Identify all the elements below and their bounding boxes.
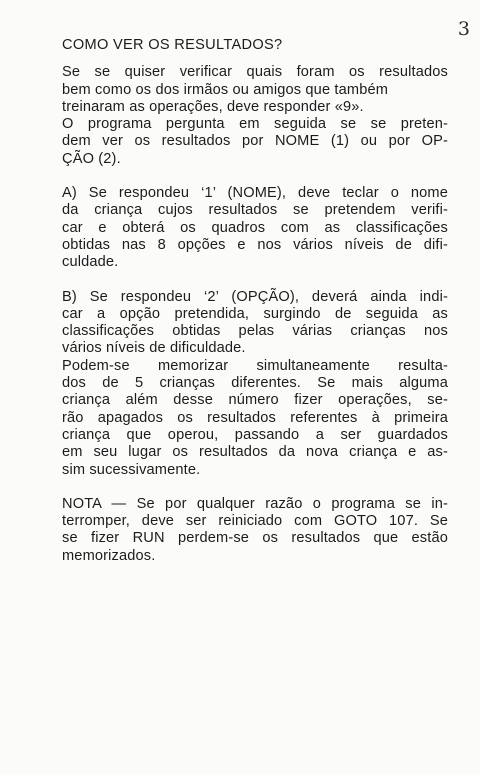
- option-b-paragraph: [62, 289, 448, 479]
- text-line: culdade.: [62, 254, 119, 271]
- text-line: vários níveis de dificuldade.: [62, 340, 246, 357]
- text-line: se fizer RUN perdem-se os resultados que estão: [62, 530, 448, 547]
- text-line: da criança cujos resultados se pretendem verifi-: [62, 202, 448, 219]
- section-heading: COMO VER OS RESULTADOS?: [62, 37, 283, 53]
- text-line: car e obterá os quadros com as classificações: [62, 219, 448, 236]
- text-line: NOTA — Se por qualquer razão o programa se in-: [62, 495, 448, 512]
- document-body: [62, 37, 448, 565]
- text-line: B) Se respondeu ‘2’ (OPÇÃO), deverá ainda indi-: [62, 288, 448, 305]
- text-line: treinaram as operações, deve responder «9».: [62, 98, 364, 115]
- paragraph-gap: [62, 272, 448, 289]
- text-line: Se se quiser verificar quais foram os resultados: [62, 64, 448, 81]
- intro-paragraph: [62, 64, 448, 168]
- text-line: A) Se respondeu ‘1’ (NOME), deve teclar o nome: [62, 185, 448, 202]
- text-line: classificações obtidas pelas várias crianças nos: [62, 323, 448, 340]
- text-line: Podem-se memorizar simultaneamente resulta-: [62, 357, 448, 374]
- text-line: bem como os dos irmãos ou amigos que também: [62, 81, 389, 98]
- text-line: rão apagados os resultados referentes à primeira: [62, 409, 448, 426]
- nota-paragraph: [62, 496, 448, 565]
- page-number: 3: [457, 18, 470, 40]
- paragraph-gap: [62, 168, 448, 185]
- text-line: em seu lugar os resultados da nova criança e as-: [62, 444, 448, 461]
- text-line: obtidas nas 8 opções e nos vários níveis de difi-: [62, 236, 448, 253]
- text-line: criança além desse número fizer operações, se-: [62, 392, 448, 409]
- text-line: car a opção pretendida, surgindo de seguida as: [62, 305, 448, 322]
- text-line: dos de 5 crianças diferentes. Se mais alguma: [62, 375, 448, 392]
- text-line: criança que operou, passando a ser guardados: [62, 426, 448, 443]
- paragraph-gap: [62, 479, 448, 496]
- text-line: dem ver os resultados por NOME (1) ou por OP-: [62, 133, 448, 150]
- text-line: sim sucessivamente.: [62, 461, 201, 478]
- text-line: terromper, deve ser reiniciado com GOTO 107. Se: [62, 513, 448, 530]
- option-a-paragraph: [62, 185, 448, 271]
- text-line: O programa pergunta em seguida se se preten-: [62, 116, 448, 133]
- text-line: memorizados.: [62, 547, 156, 564]
- text-line: ÇÃO (2).: [62, 150, 121, 167]
